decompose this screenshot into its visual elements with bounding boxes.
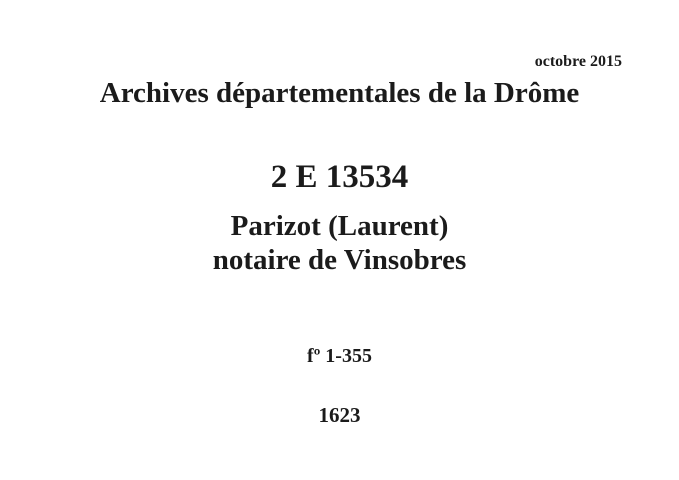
institution-title: Archives départementales de la Drôme [99, 77, 580, 109]
folio-range: fº 1-355 [307, 345, 372, 367]
notary-title: notaire de Vinsobres [212, 244, 467, 276]
notary-block [0, 209, 679, 277]
document-year: 1623 [318, 403, 361, 427]
edition-date: octobre 2015 [534, 53, 622, 70]
reference-code: 2 E 13534 [270, 159, 409, 195]
notary-name: Parizot (Laurent) [230, 210, 449, 242]
